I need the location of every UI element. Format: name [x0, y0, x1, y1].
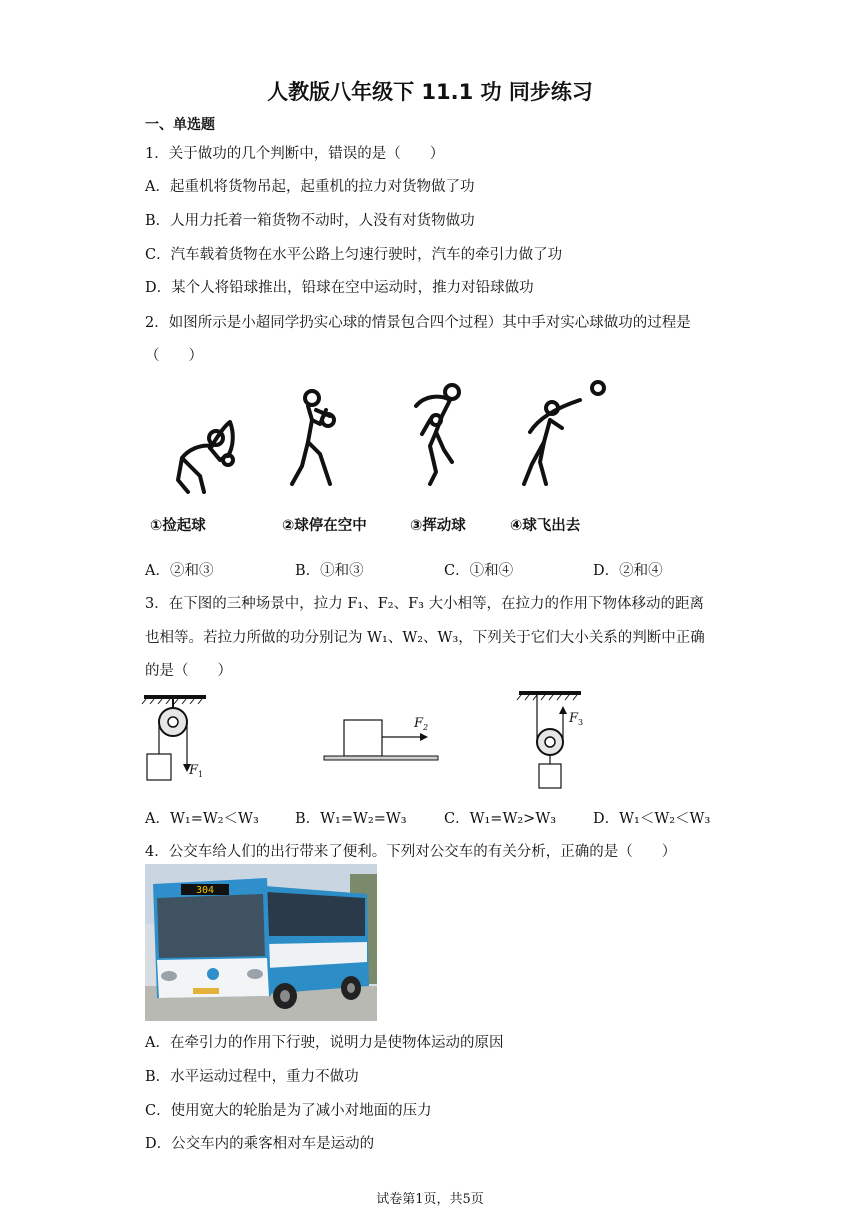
q4-option-a: A．在牵引力的作用下行驶，说明力是使物体运动的原因 [145, 1035, 504, 1051]
f3-subscript: 3 [578, 718, 584, 727]
movable-pulley-diagram [515, 688, 595, 792]
q2-stem-line1: 2．如图所示是小超同学扔实心球的情景包合四个过程）其中手对实心球做功的过程是 [145, 315, 691, 331]
q3-stem-line1: 3．在下图的三种场景中，拉力 F₁、F₂、F₃ 大小相等，在拉力的作用下物体移动的距离 [145, 596, 705, 612]
q1-option-c: C．汽车载着货物在水平公路上匀速行驶时，汽车的牵引力做了功 [145, 247, 563, 263]
q2-caption-2: ②球停在空中 [282, 518, 367, 534]
horizontal-pull-diagram [322, 712, 440, 766]
q3-option-d: D．W₁＜W₂＜W₃ [593, 811, 711, 827]
q3-option-a: A．W₁=W₂＜W₃ [145, 811, 259, 827]
q4-option-c: C．使用宽大的轮胎是为了减小对地面的压力 [145, 1103, 432, 1119]
q1-option-b: B．人用力托着一箱货物不动时，人没有对货物做功 [145, 213, 475, 229]
q4-option-b: B．水平运动过程中，重力不做功 [145, 1069, 359, 1085]
q1-stem: 1．关于做功的几个判断中，错误的是（ ） [145, 146, 445, 162]
page-title: 人教版八年级下 11.1 功 同步练习 [267, 80, 593, 104]
q2-caption-1: ①捡起球 [150, 518, 206, 534]
bus-route-sign: 304 [195, 885, 215, 896]
q3-stem-line3: 的是（ ） [145, 663, 232, 679]
figure-ball-flies [524, 382, 604, 484]
f3-label: F [569, 711, 579, 726]
figure-pick-up [178, 422, 233, 492]
bus-photo [145, 864, 377, 1021]
q3-stem-line2: 也相等。若拉力所做的功分别记为 W₁、W₂、W₃，下列关于它们大小关系的判断中正确 [145, 630, 705, 646]
q4-stem: 4．公交车给人们的出行带来了便利。下列对公交车的有关分析，正确的是（ ） [145, 844, 677, 860]
q2-caption-3: ③挥动球 [410, 518, 466, 534]
figure-ball-held [292, 391, 334, 484]
q2-caption-4: ④球飞出去 [510, 518, 581, 534]
q2-option-d: D．②和④ [593, 563, 663, 579]
q4-option-d: D．公交车内的乘客相对车是运动的 [145, 1136, 375, 1152]
q2-stem-line2: （ ） [145, 348, 203, 364]
section-heading: 一、单选题 [145, 117, 215, 133]
f1-label: F [189, 763, 199, 778]
q1-option-a: A．起重机将货物吊起，起重机的拉力对货物做了功 [145, 179, 475, 195]
q1-option-d: D．某个人将铅球推出，铅球在空中运动时，推力对铅球做功 [145, 280, 534, 296]
page-footer: 试卷第1页，共5页 [376, 1192, 484, 1207]
q3-option-c: C．W₁=W₂>W₃ [444, 811, 557, 827]
f2-subscript: 2 [423, 723, 429, 732]
f2-label: F [414, 716, 424, 731]
q2-option-c: C．①和④ [444, 563, 514, 579]
f1-subscript: 1 [198, 770, 204, 779]
q2-option-a: A．②和③ [145, 563, 214, 579]
fixed-pulley-diagram [140, 692, 220, 788]
q2-option-b: B．①和③ [295, 563, 364, 579]
q3-option-b: B．W₁=W₂=W₃ [295, 811, 407, 827]
ball-throw-figures [160, 380, 630, 530]
figure-swing-ball [416, 385, 459, 484]
